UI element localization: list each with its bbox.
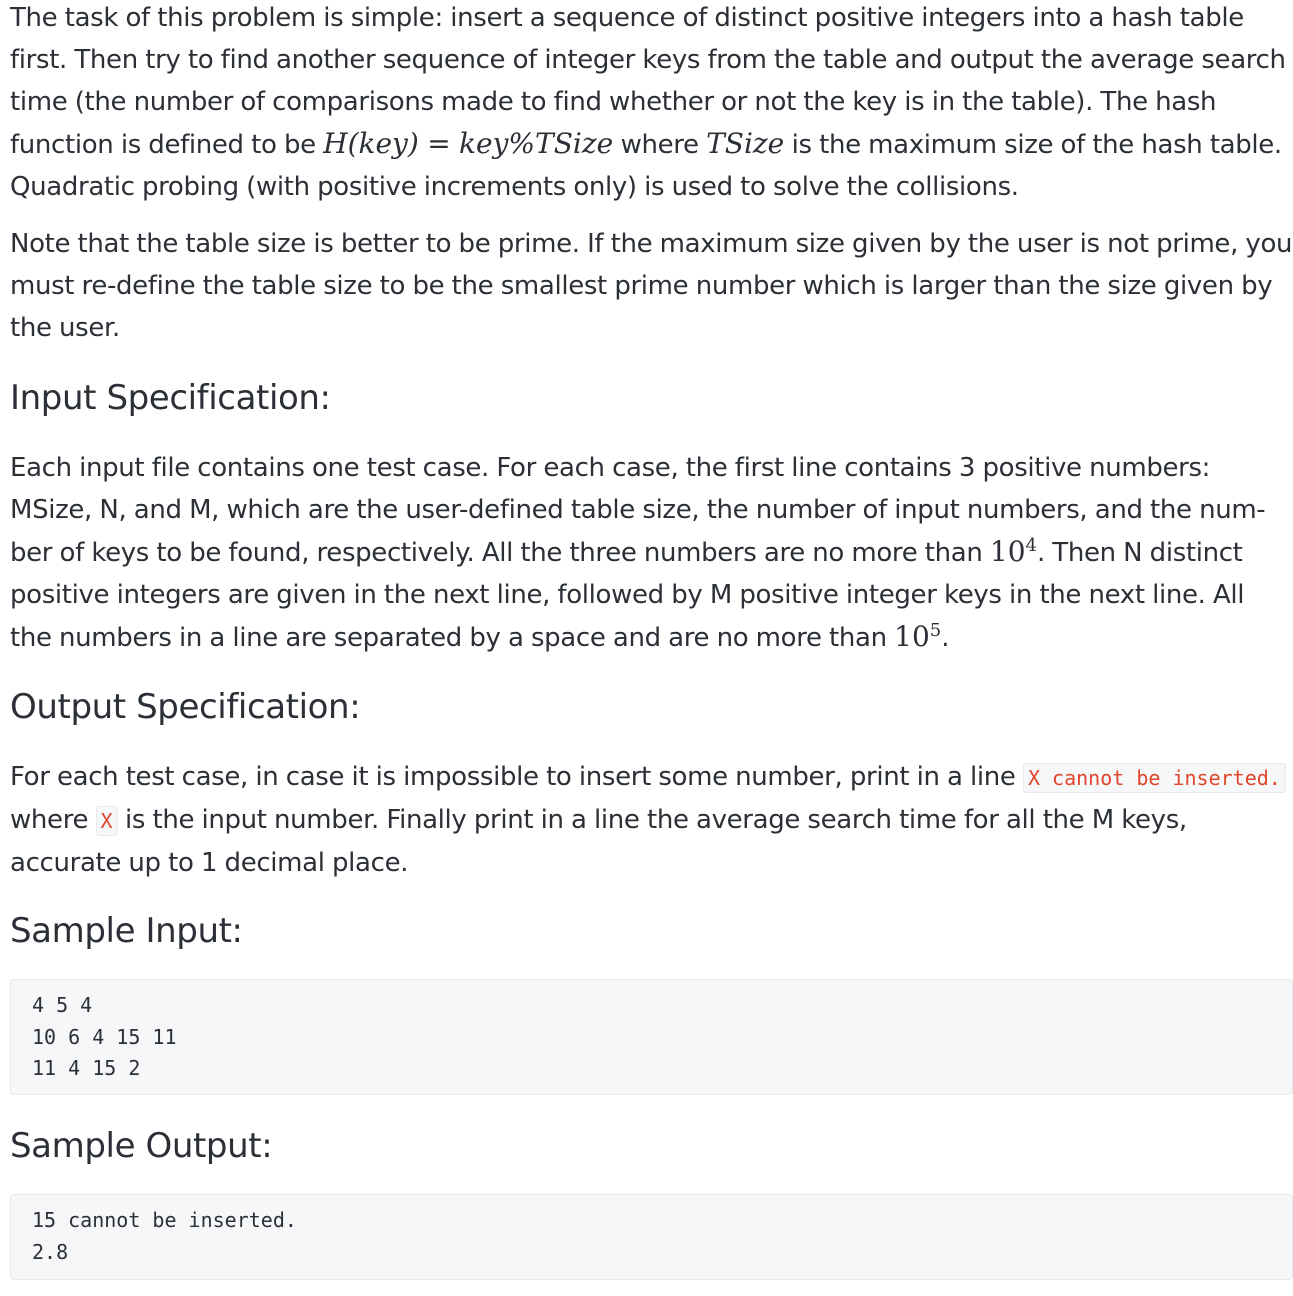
sample-input-heading: Sample Input: (10, 911, 243, 951)
intro-text-end: is the maximum size of the hash table. Quadratic probing (with positive increments only) is used to solve the collisions. (10, 130, 1282, 202)
sample-input-code[interactable]: 4 5 4 10 6 4 15 11 11 4 15 2 (32, 993, 177, 1080)
note-paragraph: Note that the table size is better to be prime. If the maximum size given by the user is not prime, you must re-define the table size to be the smallest prime number which is larger than the size given by the user. (10, 229, 1293, 343)
limit-values: $10^5$ (894, 620, 942, 653)
intro-text: The task of this problem is simple: insert a sequence of distinct positive integers into a hash table first. Then try to find another sequence of integer keys from the table and output the average search time (the number of comparisons made to find whether or not the key is in the table). The hash function is defined to be (10, 3, 1286, 160)
output-spec-text-end: is the input number. Finally print in a line the average search time for all the M keys, accurate up to 1 decimal place. (10, 805, 1187, 878)
sample-input-block[interactable] (10, 979, 1293, 1095)
sample-output-heading: Sample Output: (10, 1126, 273, 1166)
output-spec-paragraph: For each test case, in case it is impossible to insert some number, print in a line X cannot be inserted. where X is the input number. Finally print in a line the average search time for all the M keys, accurate up to 1 decimal place. (10, 756, 1293, 884)
intro-paragraph (10, 0, 1293, 208)
output-spec-text: For each test case, in case it is impossible to insert some number, print in a line (10, 762, 1023, 792)
sample-output-code[interactable]: 15 cannot be inserted. 2.8 (32, 1208, 297, 1264)
input-spec-heading: Input Specification: (10, 378, 331, 418)
limit-n: $10^4$ (989, 535, 1037, 568)
sample-output-block[interactable] (10, 1194, 1293, 1280)
tsize-symbol: TSize (706, 127, 785, 160)
inline-code-cannot-insert: X cannot be inserted. (1023, 763, 1286, 793)
intro-text-where: where (613, 130, 707, 160)
input-spec-text: Each input file contains one test case. For each case, the first line contains 3 positive numbers: MSize, N, and M, which are the user-defined table size, the number of input numbers, and the num-ber of keys to be found, respectively. All the three numbers are no more than (10, 453, 1266, 568)
inline-code-x: X (96, 806, 118, 836)
output-spec-heading: Output Specification: (10, 687, 361, 727)
input-spec-text-2: . Then N distinct positive integers are given in the next line, followed by M positive integer keys in the next line. All the numbers in a line are separated by a space and are no more than (10, 538, 1245, 653)
hash-formula: H(key) = key%TSize (323, 127, 614, 160)
input-spec-paragraph: Each input file contains one test case. For each case, the first line contains 3 positive numbers: MSize, N, and M, which are the user-defined table size, the number of input numbers, and the num-ber of keys to be found, respectively. All the three numbers are no more than $10^4$. Then N distinct positive integers are given in the next line, followed by M positive integer keys in the next line. All the numbers in a line are separated by a space and are no more than $10^5$. (10, 453, 1266, 653)
